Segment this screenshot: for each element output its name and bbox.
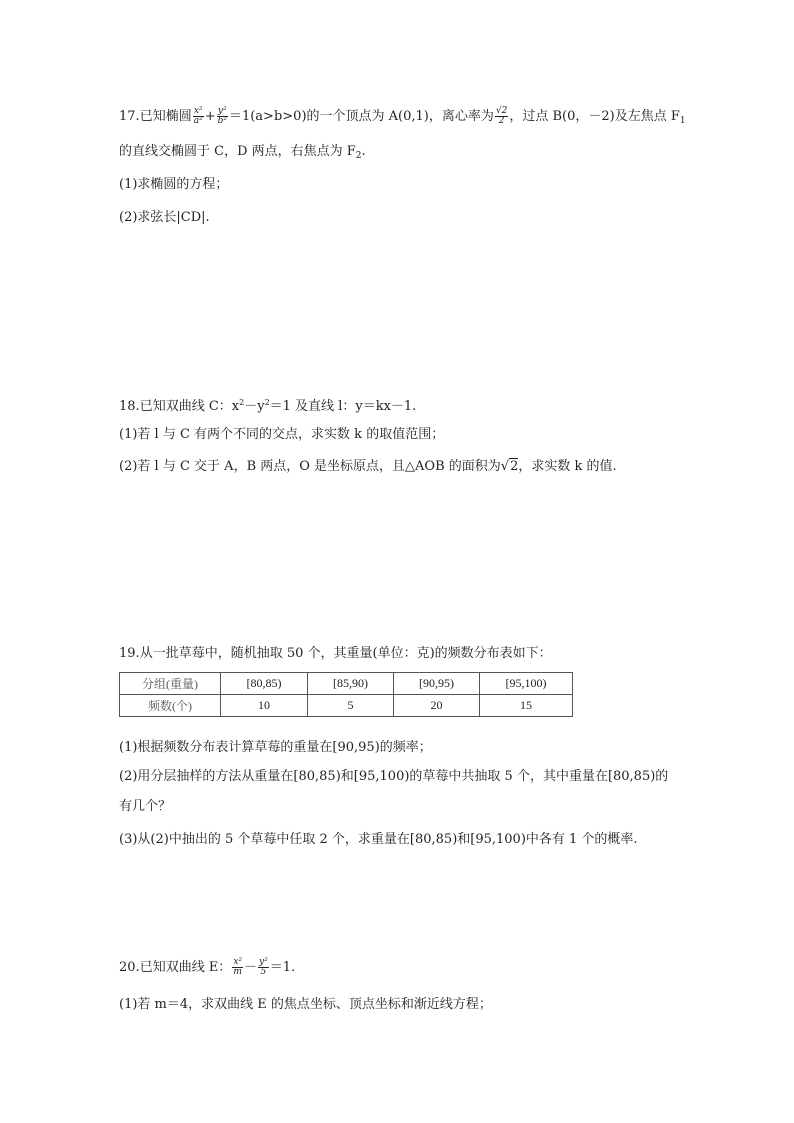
q18-part1: (1)若 l 与 C 有两个不同的交点，求实数 k 的取值范围； bbox=[119, 427, 445, 442]
table-header-cell: [80,85) bbox=[221, 673, 308, 695]
table-header-cell: [85,90) bbox=[308, 673, 394, 695]
q18-line1: 18.已知双曲线 C：$x^2-y^2=1$ 及直线 l：y＝kx－1. bbox=[119, 398, 417, 414]
q18-part2: (2)若 l 与 C 交于 A，B 两点，O 是坐标原点，且△AOB 的面积为√2，求实数 k 的值. bbox=[119, 459, 617, 474]
q19-part1: (1)根据频数分布表计算草莓的重量在[90,95)的频率； bbox=[119, 740, 432, 755]
q17-fraction-x: $\frac{\text{x²}}{\text{a²}}$ bbox=[193, 106, 203, 126]
q17-part2: (2)求弦长|CD|. bbox=[119, 210, 210, 225]
q20-number: 20. bbox=[119, 960, 140, 975]
q19-number: 19. bbox=[119, 646, 140, 661]
table-cell: 10 bbox=[221, 695, 308, 717]
q20-fraction-y: $\frac{\text{y²}}{5}$ bbox=[259, 957, 268, 977]
q20-line1: 20.已知双曲线 E： $\frac{\text{x²}}{m}$ － $\frac{\text{y²}}{5}$ ＝1. bbox=[119, 957, 296, 977]
table-header-cell: 分组(重量) bbox=[120, 673, 221, 695]
q17-line2: 的直线交椭圆于 C，D 两点，右焦点为 $F_2$. bbox=[119, 144, 366, 161]
q19-part2-a: (2)用分层抽样的方法从重量在[80,85)和[95,100)的草莓中共抽取 5 个，其中重量在[80,85)的 bbox=[119, 769, 669, 784]
q17-text-c: ，过点 B(0，－2)及左焦点 F bbox=[509, 109, 680, 124]
q18-number: 18. bbox=[119, 399, 140, 414]
table-cell: 5 bbox=[308, 695, 394, 717]
q19-part3: (3)从(2)中抽出的 5 个草莓中任取 2 个，求重量在[80,85)和[95,100)中各有 1 个的概率. bbox=[119, 832, 638, 847]
q17-fraction-y: $\frac{\text{y²}}{\text{b²}}$ bbox=[217, 106, 227, 126]
q17-text-b: ＝1(a>b>0)的一个顶点为 A(0,1)，离心率为 bbox=[228, 109, 494, 124]
table-cell: 15 bbox=[480, 695, 573, 717]
sqrt-symbol: √ bbox=[500, 459, 510, 474]
q17-part1: (1)求椭圆的方程； bbox=[119, 177, 229, 192]
q19-part2-b: 有几个？ bbox=[119, 799, 172, 814]
q17-eccentricity: $\frac{√2}{2}$ bbox=[495, 106, 508, 126]
table-row bbox=[120, 673, 573, 695]
table-header-cell: [90,95) bbox=[394, 673, 480, 695]
q20-part1: (1)若 m＝4，求双曲线 E 的焦点坐标、顶点坐标和渐近线方程； bbox=[119, 997, 492, 1012]
q20-fraction-x: $\frac{\text{x²}}{m}$ bbox=[233, 957, 242, 977]
table-cell: 20 bbox=[394, 695, 480, 717]
q17-number: 17. bbox=[119, 109, 140, 124]
q17-line1: 17.已知椭圆 $\frac{\text{x²}}{\text{a²}}$ + $\frac{\text{y²}}{\text{b²}}$ ＝1(a>b>0)的一个顶点为 A(0,1)，离心率为 $\frac{√2}{2}$ ，过点 B(0，－2)及左焦点 $F_1$ bbox=[119, 106, 686, 126]
q19-line1: 19.从一批草莓中，随机抽取 50 个，其重量(单位：克)的频数分布表如下： bbox=[119, 646, 552, 661]
table-cell: 频数(个) bbox=[120, 695, 221, 717]
frequency-table bbox=[119, 672, 573, 717]
table-header-cell: [95,100) bbox=[480, 673, 573, 695]
q17-text-a: 已知椭圆 bbox=[139, 109, 192, 124]
table-row bbox=[120, 695, 573, 717]
